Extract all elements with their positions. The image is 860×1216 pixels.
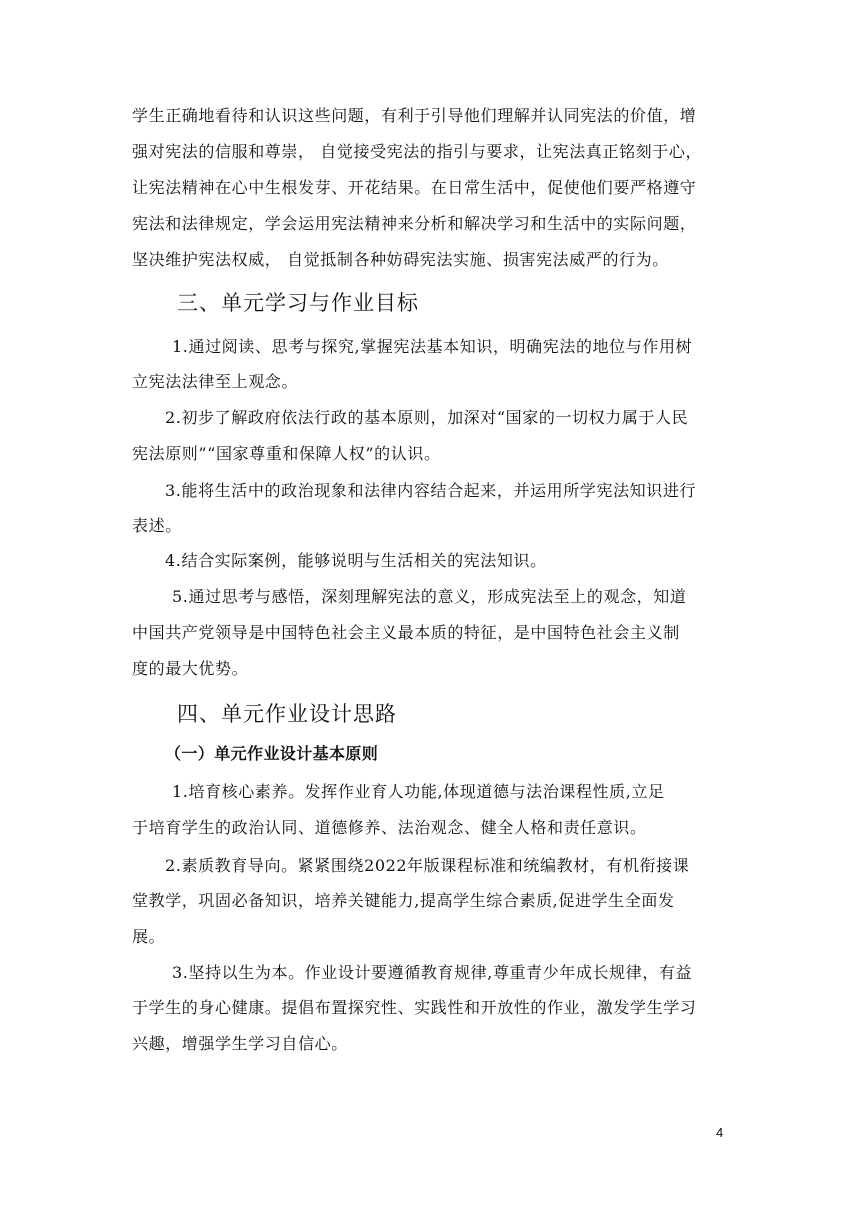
principle-line: 兴趣，增强学生学习自信心。 [132,1034,348,1053]
principle-line: 于培育学生的政治认同、道德修养、法治观念、健全人格和责任意识。 [132,818,647,837]
goal-line: 2.初步了解政府依法行政的基本原则，加深对“国家的一切权力属于人民 [165,408,689,427]
goal-line: 3.能将生活中的政治现象和法律内容结合起来，并运用所学宪法知识进行 [165,481,697,500]
goal-line: 度的最大优势。 [132,659,249,678]
goal-line: 1.通过阅读、思考与探究,掌握宪法基本知识，明确宪法的地位与作用树 [172,337,693,356]
page-number: 4 [716,1125,724,1140]
section-heading-goals: 三、单元学习与作业目标 [177,291,419,315]
principle-line: 2.素质教育导向。紧紧围绕2022年版课程标准和统编教材，有机衔接课 [165,856,690,875]
principle-line: 堂教学，巩固必备知识，培养关键能力,提高学生综合素质,促进学生全面发 [132,891,675,910]
goal-line: 立宪法法律至上观念。 [132,372,299,391]
intro-line: 让宪法精神在心中生根发芽、开花结果。在日常生活中，促使他们要严格遵守 [132,178,697,197]
section-heading-design: 四、单元作业设计思路 [177,702,397,726]
principle-line: 于学生的身心健康。提倡布置探究性、实践性和开放性的作业，激发学生学习 [132,998,697,1017]
intro-line: 学生正确地看待和认识这些问题，有利于引导他们理解并认同宪法的价值，增 [132,106,697,125]
intro-line: 强对宪法的信服和尊崇， 自觉接受宪法的指引与要求，让宪法真正铭刻于心， [132,142,703,161]
principle-line: 展。 [132,927,166,946]
goal-line: 宪法原则”“国家尊重和保障人权”的认识。 [132,444,441,463]
goal-line: 5.通过思考与感悟，深刻理解宪法的意义，形成宪法至上的观念，知道 [172,587,687,606]
intro-line: 坚决维护宪法权威， 自觉抵制各种妨碍宪法实施、损害宪法威严的行为。 [132,250,669,269]
principle-line: 3.坚持以生为本。作业设计要遵循教育规律,尊重青少年成长规律，有益 [172,963,693,982]
goal-line: 表述。 [132,516,182,535]
subsection-heading-principles: （一）单元作业设计基本原则 [165,744,379,763]
goal-line: 4.结合实际案例，能够说明与生活相关的宪法知识。 [165,551,547,570]
goal-line: 中国共产党领导是中国特色社会主义最本质的特征，是中国特色社会主义制 [132,623,680,642]
principle-line: 1.培育核心素养。发挥作业育人功能,体现道德与法治课程性质,立足 [172,782,665,801]
intro-line: 宪法和法律规定，学会运用宪法精神来分析和解决学习和生活中的实际问题， [132,214,697,233]
